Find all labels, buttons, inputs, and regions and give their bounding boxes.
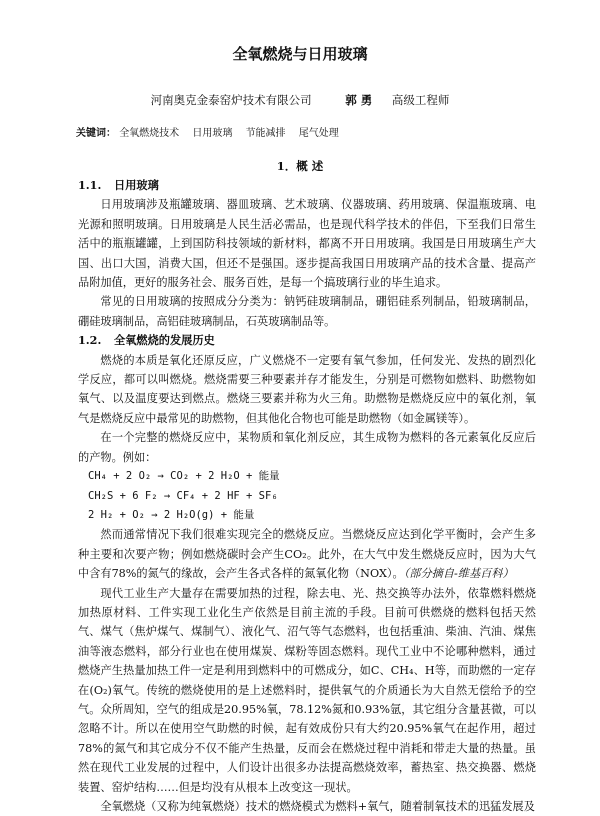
author-line: [0, 92, 600, 108]
subsection-heading: [78, 176, 536, 195]
subsection-title: 全氧燃烧的发展历史: [114, 333, 215, 348]
author-name: 郭 勇: [345, 93, 373, 107]
section-heading: 1．概 述: [276, 159, 324, 173]
paragraph: [78, 525, 536, 583]
source-note: （部分摘自-维基百科）: [403, 567, 514, 581]
subsection-heading: [78, 331, 536, 350]
paragraph: 在一个完整的燃烧反应中，某物质和氧化剂反应，其生成物为燃料的各元素氧化反应后的产物。例如：: [78, 431, 536, 464]
keywords-line: [76, 127, 536, 141]
paragraph-text: 然而通常情况下我们很难实现完全的燃烧反应。当燃烧反应达到化学平衡时，会产生多种主要和次要产物；例如燃烧碳时会产生CO₂。此外，在大气中发生燃烧反应时，因为大气中含有78%的氮气的缘故，会产生各式各样的氮氧化物（NOX）。: [78, 528, 536, 581]
chemical-equation: 2 H₂ + O₂ → 2 H₂O(g) + 能量: [88, 508, 255, 521]
paragraph: 日用玻璃涉及瓶罐玻璃、器皿玻璃、艺术玻璃、仪器玻璃、药用玻璃、保温瓶玻璃、电光源和照明玻璃。日用玻璃是人民生活必需品，也是现代科学技术的伴侣，下至我们日常生活中的瓶瓶罐罐，上到国防科技领域的新材料，都离不开日用玻璃。我国是日用玻璃生产大国、出口大国，消费大国，但还不是强国。逐步提高我国日用玻璃产品的技术含量、提高产品附加值，更好的服务社会、服务百姓，是每一个搞玻璃行业的毕生追求。: [78, 198, 536, 290]
paragraph: 全氧燃烧（又称为纯氧燃烧）技术的燃烧模式为燃料+氧气，随着制氧技术的迅猛发展及: [100, 800, 535, 813]
document-title: 全氧燃烧与日用玻璃: [232, 45, 368, 63]
keyword: 节能减排: [245, 128, 286, 139]
author-affiliation: 河南奥克金泰窑炉技术有限公司: [150, 93, 312, 107]
keywords-label: 关键词：: [76, 128, 116, 139]
paragraph: 燃烧的本质是氧化还原反应，广义燃烧不一定要有氧气参加，任何发光、发热的剧烈化学反应，都可以叫燃烧。燃烧需要三种要素并存才能发生，分别是可燃物如燃料、助燃物如氧气、以及温度要达到燃点。燃烧三要素并称为火三角。助燃物是燃烧反应中的氧化剂，氧气是燃烧反应中最常见的助燃物，但其他化合物也可能是助燃物（如金属镁等）。: [78, 353, 536, 425]
chemical-equation: CH₂S + 6 F₂ → CF₄ + 2 HF + SF₆: [88, 489, 278, 502]
keyword: 尾气处理: [298, 128, 339, 139]
author-position: 高级工程师: [391, 93, 450, 107]
keyword: 日用玻璃: [192, 128, 233, 139]
subsection-number: 1.1.: [78, 178, 102, 192]
subsection-title: 日用玻璃: [114, 178, 159, 192]
chemical-equation: CH₄ + 2 O₂ → CO₂ + 2 H₂O + 能量: [88, 470, 280, 483]
paragraph: 常见的日用玻璃的按照成分分类为：钠钙硅玻璃制品，硼铝硅系列制品，铅玻璃制品，硼硅玻璃制品，高铝硅玻璃制品，石英玻璃制品等。: [78, 295, 536, 328]
keyword: 全氧燃烧技术: [119, 128, 180, 139]
subsection-number: 1.2.: [78, 333, 102, 348]
paragraph: 现代工业生产大量存在需要加热的过程，除去电、光、热交换等办法外，依靠燃料燃烧加热原材料、工件实现工业化生产依然是目前主流的手段。目前可供燃烧的燃料包括天然气、煤气（焦炉煤气、煤制气）、液化气、沼气等气态燃料，也包括重油、柴油、汽油、煤焦油等液态燃料，部分行业也在使用煤炭、煤粉等固态燃料。现代工业中不论哪种燃料，通过燃烧产生热量加热工件一定是利用到燃料中的可燃成分，如C、CH₄、H等，而助燃的一定存在(O₂)氧气。传统的燃烧使用的是上述燃料时，提供氧气的介质通长为大自然无偿给予的空气。众所周知，空气的组成是20.95%氧，78.12%氮和0.93%氩，其它组分含量甚微，可以忽略不计。所以在使用空气助燃的时候，起有效成份只有大约20.95%氧气在起作用，超过78%的氮气和其它成分不仅不能产生热量，反而会在燃烧过程中消耗和带走大量的热量。虽然在现代工业发展的过程中，人们设计出很多办法提高燃烧效率，蓄热室、热交换器、燃烧装置、窑炉结构……但是均没有从根本上改变这一现状。: [78, 586, 536, 794]
document-body: [78, 176, 536, 816]
